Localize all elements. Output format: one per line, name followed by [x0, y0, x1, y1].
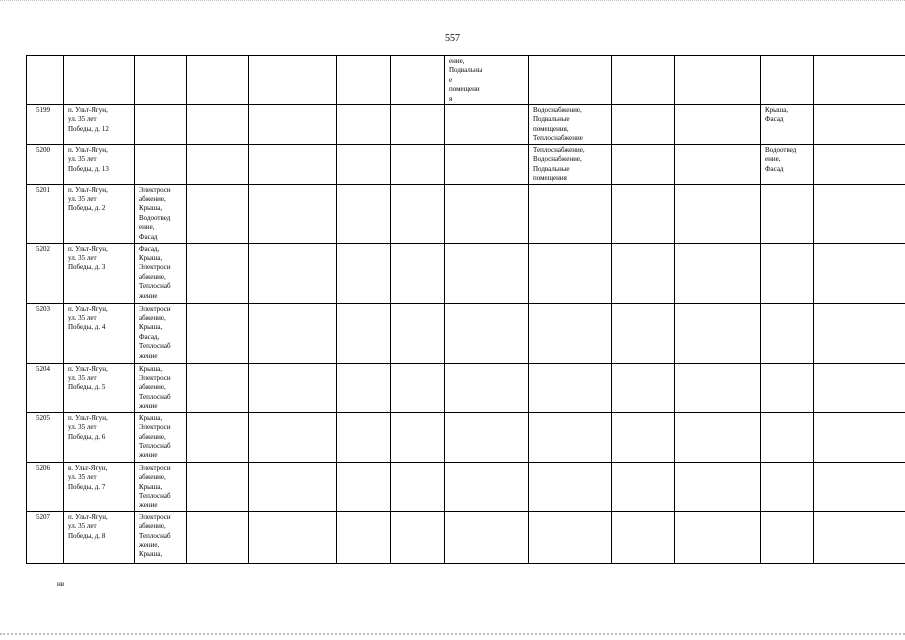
cell-works-period-2	[529, 412, 612, 462]
cell	[814, 184, 905, 243]
cell	[337, 105, 391, 145]
cell-number: 5207	[27, 511, 64, 563]
cell-number: 5201	[27, 184, 64, 243]
cell-works-period-2	[529, 363, 612, 412]
cell	[391, 145, 445, 185]
cell	[391, 243, 445, 303]
cell-works-period-3	[761, 184, 814, 243]
cell	[187, 462, 249, 511]
cell-address: п. Ульт-Ягун, ул. 35 лет Победы, д. 12	[64, 105, 135, 145]
cell	[391, 462, 445, 511]
cell	[64, 56, 135, 105]
cell-number: 5206	[27, 462, 64, 511]
cell-works: Крыша, Электроси абжение, Теплоснаб жение	[135, 412, 187, 462]
cell	[529, 56, 612, 105]
scan-edge-top	[0, 0, 905, 3]
table-row	[27, 145, 905, 185]
cell	[337, 56, 391, 105]
cell-works-period-3	[761, 462, 814, 511]
cell-works: Электроси абжение, Крыша, Фасад, Теплоснаб жение	[135, 303, 187, 363]
cell-address: п. Ульт-Ягун, ул. 35 лет Победы, д. 5	[64, 363, 135, 412]
cell	[675, 303, 761, 363]
cell-number: 5204	[27, 363, 64, 412]
cell-address: п. Ульт-Ягун, ул. 35 лет Победы, д. 8	[64, 511, 135, 563]
cell-works-period-3	[761, 303, 814, 363]
cell	[612, 243, 675, 303]
cell	[814, 105, 905, 145]
cell	[445, 105, 529, 145]
cell-address: п. Ульт-Ягун, ул. 35 лет Победы, д. 2	[64, 184, 135, 243]
cell	[249, 363, 337, 412]
cell	[187, 184, 249, 243]
cell-number: 5203	[27, 303, 64, 363]
cell-address: п. Ульт-Ягун, ул. 35 лет Победы, д. 4	[64, 303, 135, 363]
cell-works: Электроси абжение, Крыша, Теплоснаб жение	[135, 462, 187, 511]
cell	[337, 145, 391, 185]
cell	[612, 511, 675, 563]
cell	[612, 184, 675, 243]
cell	[187, 105, 249, 145]
cell	[135, 56, 187, 105]
cell-works-period-2	[529, 184, 612, 243]
cell	[445, 303, 529, 363]
cell	[391, 303, 445, 363]
cell-number: 5205	[27, 412, 64, 462]
cell-address: п. Ульт-Ягун, ул. 35 лет Победы, д. 6	[64, 412, 135, 462]
cell	[761, 56, 814, 105]
table-row	[27, 243, 905, 303]
table-row	[27, 511, 905, 563]
cell	[249, 243, 337, 303]
table-row	[27, 303, 905, 363]
cell	[445, 363, 529, 412]
cell	[391, 412, 445, 462]
cell	[249, 105, 337, 145]
cell	[249, 145, 337, 185]
cell	[445, 462, 529, 511]
cell	[249, 412, 337, 462]
cell-works: Электроси абжение, Крыша, Водоотвед ение, Фасад	[135, 184, 187, 243]
cell-continuation-works: ение, Подвальны е помещени я	[445, 56, 529, 105]
cell	[612, 363, 675, 412]
cell-works-period-3: Водоотвед ение, Фасад	[761, 145, 814, 185]
cell	[337, 462, 391, 511]
cell-address: п. Ульт-Ягун, ул. 35 лет Победы, д. 3	[64, 243, 135, 303]
footer-mark: нв	[57, 580, 65, 588]
table-row	[27, 184, 905, 243]
cell-number: 5202	[27, 243, 64, 303]
cell-works-period-2	[529, 462, 612, 511]
cell-works-period-3	[761, 243, 814, 303]
cell	[612, 56, 675, 105]
cell-works-period-3	[761, 511, 814, 563]
cell	[337, 511, 391, 563]
cell	[612, 145, 675, 185]
cell	[337, 363, 391, 412]
cell	[249, 56, 337, 105]
cell	[675, 105, 761, 145]
cell	[187, 56, 249, 105]
cell	[612, 462, 675, 511]
cell	[249, 511, 337, 563]
cell	[612, 303, 675, 363]
cell	[675, 184, 761, 243]
table-row	[27, 363, 905, 412]
cell	[27, 56, 64, 105]
table-row	[27, 105, 905, 145]
cell-works-period-3: Крыша, Фасад	[761, 105, 814, 145]
cell-works: Электроси абжение, Теплоснаб жение, Крыша,	[135, 511, 187, 563]
cell	[814, 243, 905, 303]
cell	[445, 511, 529, 563]
cell-works: Фасад, Крыша, Электроси абжение, Теплоснаб жение	[135, 243, 187, 303]
table-row	[27, 412, 905, 462]
cell	[675, 511, 761, 563]
cell	[675, 412, 761, 462]
scan-edge-bottom	[0, 633, 905, 638]
cell-number: 5200	[27, 145, 64, 185]
cell	[814, 56, 905, 105]
cell	[612, 105, 675, 145]
cell	[675, 363, 761, 412]
cell-works-period-2	[529, 303, 612, 363]
cell	[337, 303, 391, 363]
cell	[675, 56, 761, 105]
cell	[814, 511, 905, 563]
cell	[675, 145, 761, 185]
cell	[814, 145, 905, 185]
cell	[249, 462, 337, 511]
table-row	[27, 462, 905, 511]
cell	[187, 303, 249, 363]
cell	[814, 462, 905, 511]
register-table	[26, 55, 905, 564]
cell-works-period-2: Теплоснабжение, Водоснабжение, Подвальные помещения	[529, 145, 612, 185]
cell	[187, 243, 249, 303]
cell	[249, 303, 337, 363]
cell	[187, 363, 249, 412]
cell-address: п. Ульт-Ягун, ул. 35 лет Победы, д. 13	[64, 145, 135, 185]
cell	[391, 184, 445, 243]
cell	[814, 412, 905, 462]
cell	[391, 105, 445, 145]
cell	[391, 56, 445, 105]
cell	[445, 243, 529, 303]
cell	[445, 412, 529, 462]
continuation-row	[27, 56, 905, 105]
cell	[814, 303, 905, 363]
cell-works-period-2: Водоснабжение, Подвальные помещения, Теплоснабжение	[529, 105, 612, 145]
cell-works: Крыша, Электроси абжение, Теплоснаб жение	[135, 363, 187, 412]
cell	[445, 145, 529, 185]
cell	[391, 511, 445, 563]
cell	[187, 145, 249, 185]
cell	[445, 184, 529, 243]
cell	[337, 243, 391, 303]
cell-address: в. Ульт-Ягун, ул. 35 лет Победы, д. 7	[64, 462, 135, 511]
page-number: 557	[445, 33, 460, 44]
cell	[612, 412, 675, 462]
cell-works	[135, 145, 187, 185]
cell-number: 5199	[27, 105, 64, 145]
cell	[187, 412, 249, 462]
cell-works	[135, 105, 187, 145]
cell	[249, 184, 337, 243]
cell	[187, 511, 249, 563]
cell-works-period-2	[529, 243, 612, 303]
cell	[337, 184, 391, 243]
cell	[814, 363, 905, 412]
cell	[675, 243, 761, 303]
cell-works-period-3	[761, 363, 814, 412]
cell	[337, 412, 391, 462]
cell-works-period-2	[529, 511, 612, 563]
cell	[675, 462, 761, 511]
cell	[391, 363, 445, 412]
cell-works-period-3	[761, 412, 814, 462]
